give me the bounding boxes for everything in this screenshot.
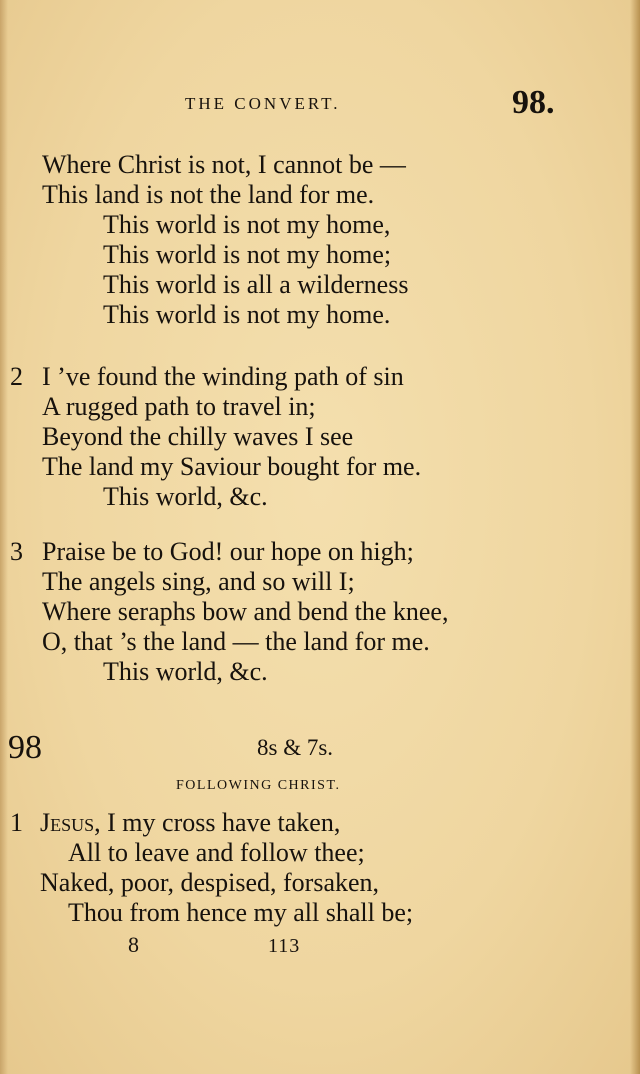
chorus-reference: This world, &c.	[103, 482, 268, 511]
hymn-number: 98	[8, 729, 42, 766]
chorus-line-4: This world is not my home;	[103, 240, 392, 269]
chorus-line-1: Where Christ is not, I cannot be —	[42, 150, 406, 179]
verse-number: 3	[10, 537, 23, 566]
chorus-line-5: This world is all a wilderness	[103, 270, 409, 299]
verse-line: Naked, poor, despised, forsaken,	[40, 868, 380, 897]
verse-line: The angels sing, and so will I;	[42, 567, 355, 596]
verse-line: I ’ve found the winding path of sin	[42, 362, 404, 391]
verse-line: Thou from hence my all shall be;	[68, 898, 414, 927]
hymn-title: FOLLOWING CHRIST.	[176, 778, 341, 793]
verse-line: A rugged path to travel in;	[42, 392, 316, 421]
verse-line: Praise be to God! our hope on high;	[42, 537, 414, 566]
running-title: THE CONVERT.	[185, 94, 341, 113]
verse-line: All to leave and follow thee;	[68, 838, 365, 867]
verse-line: Where seraphs bow and bend the knee,	[42, 597, 449, 626]
verse-line: The land my Saviour bought for me.	[42, 452, 422, 481]
hymn-meter: 8s & 7s.	[257, 735, 334, 760]
page-number: 113	[268, 935, 301, 957]
chorus-line-3: This world is not my home,	[103, 210, 391, 239]
verse-line: Beyond the chilly waves I see	[42, 422, 354, 451]
page-right-edge	[630, 0, 640, 1074]
verse-number: 2	[10, 362, 23, 391]
first-line-rest: , I my cross have taken,	[94, 808, 341, 837]
first-word: Jesus	[40, 808, 95, 837]
header-hymn-number: 98.	[512, 84, 555, 121]
chorus-line-6: This world is not my home.	[103, 300, 391, 329]
verse-line-first	[40, 808, 340, 838]
chorus-line-2: This land is not the land for me.	[42, 180, 375, 209]
chorus-reference: This world, &c.	[103, 657, 268, 686]
verse-line: O, that ’s the land — the land for me.	[42, 627, 430, 656]
verse-number: 1	[10, 808, 23, 837]
page-left-edge	[0, 0, 8, 1074]
signature-mark: 8	[128, 932, 139, 957]
